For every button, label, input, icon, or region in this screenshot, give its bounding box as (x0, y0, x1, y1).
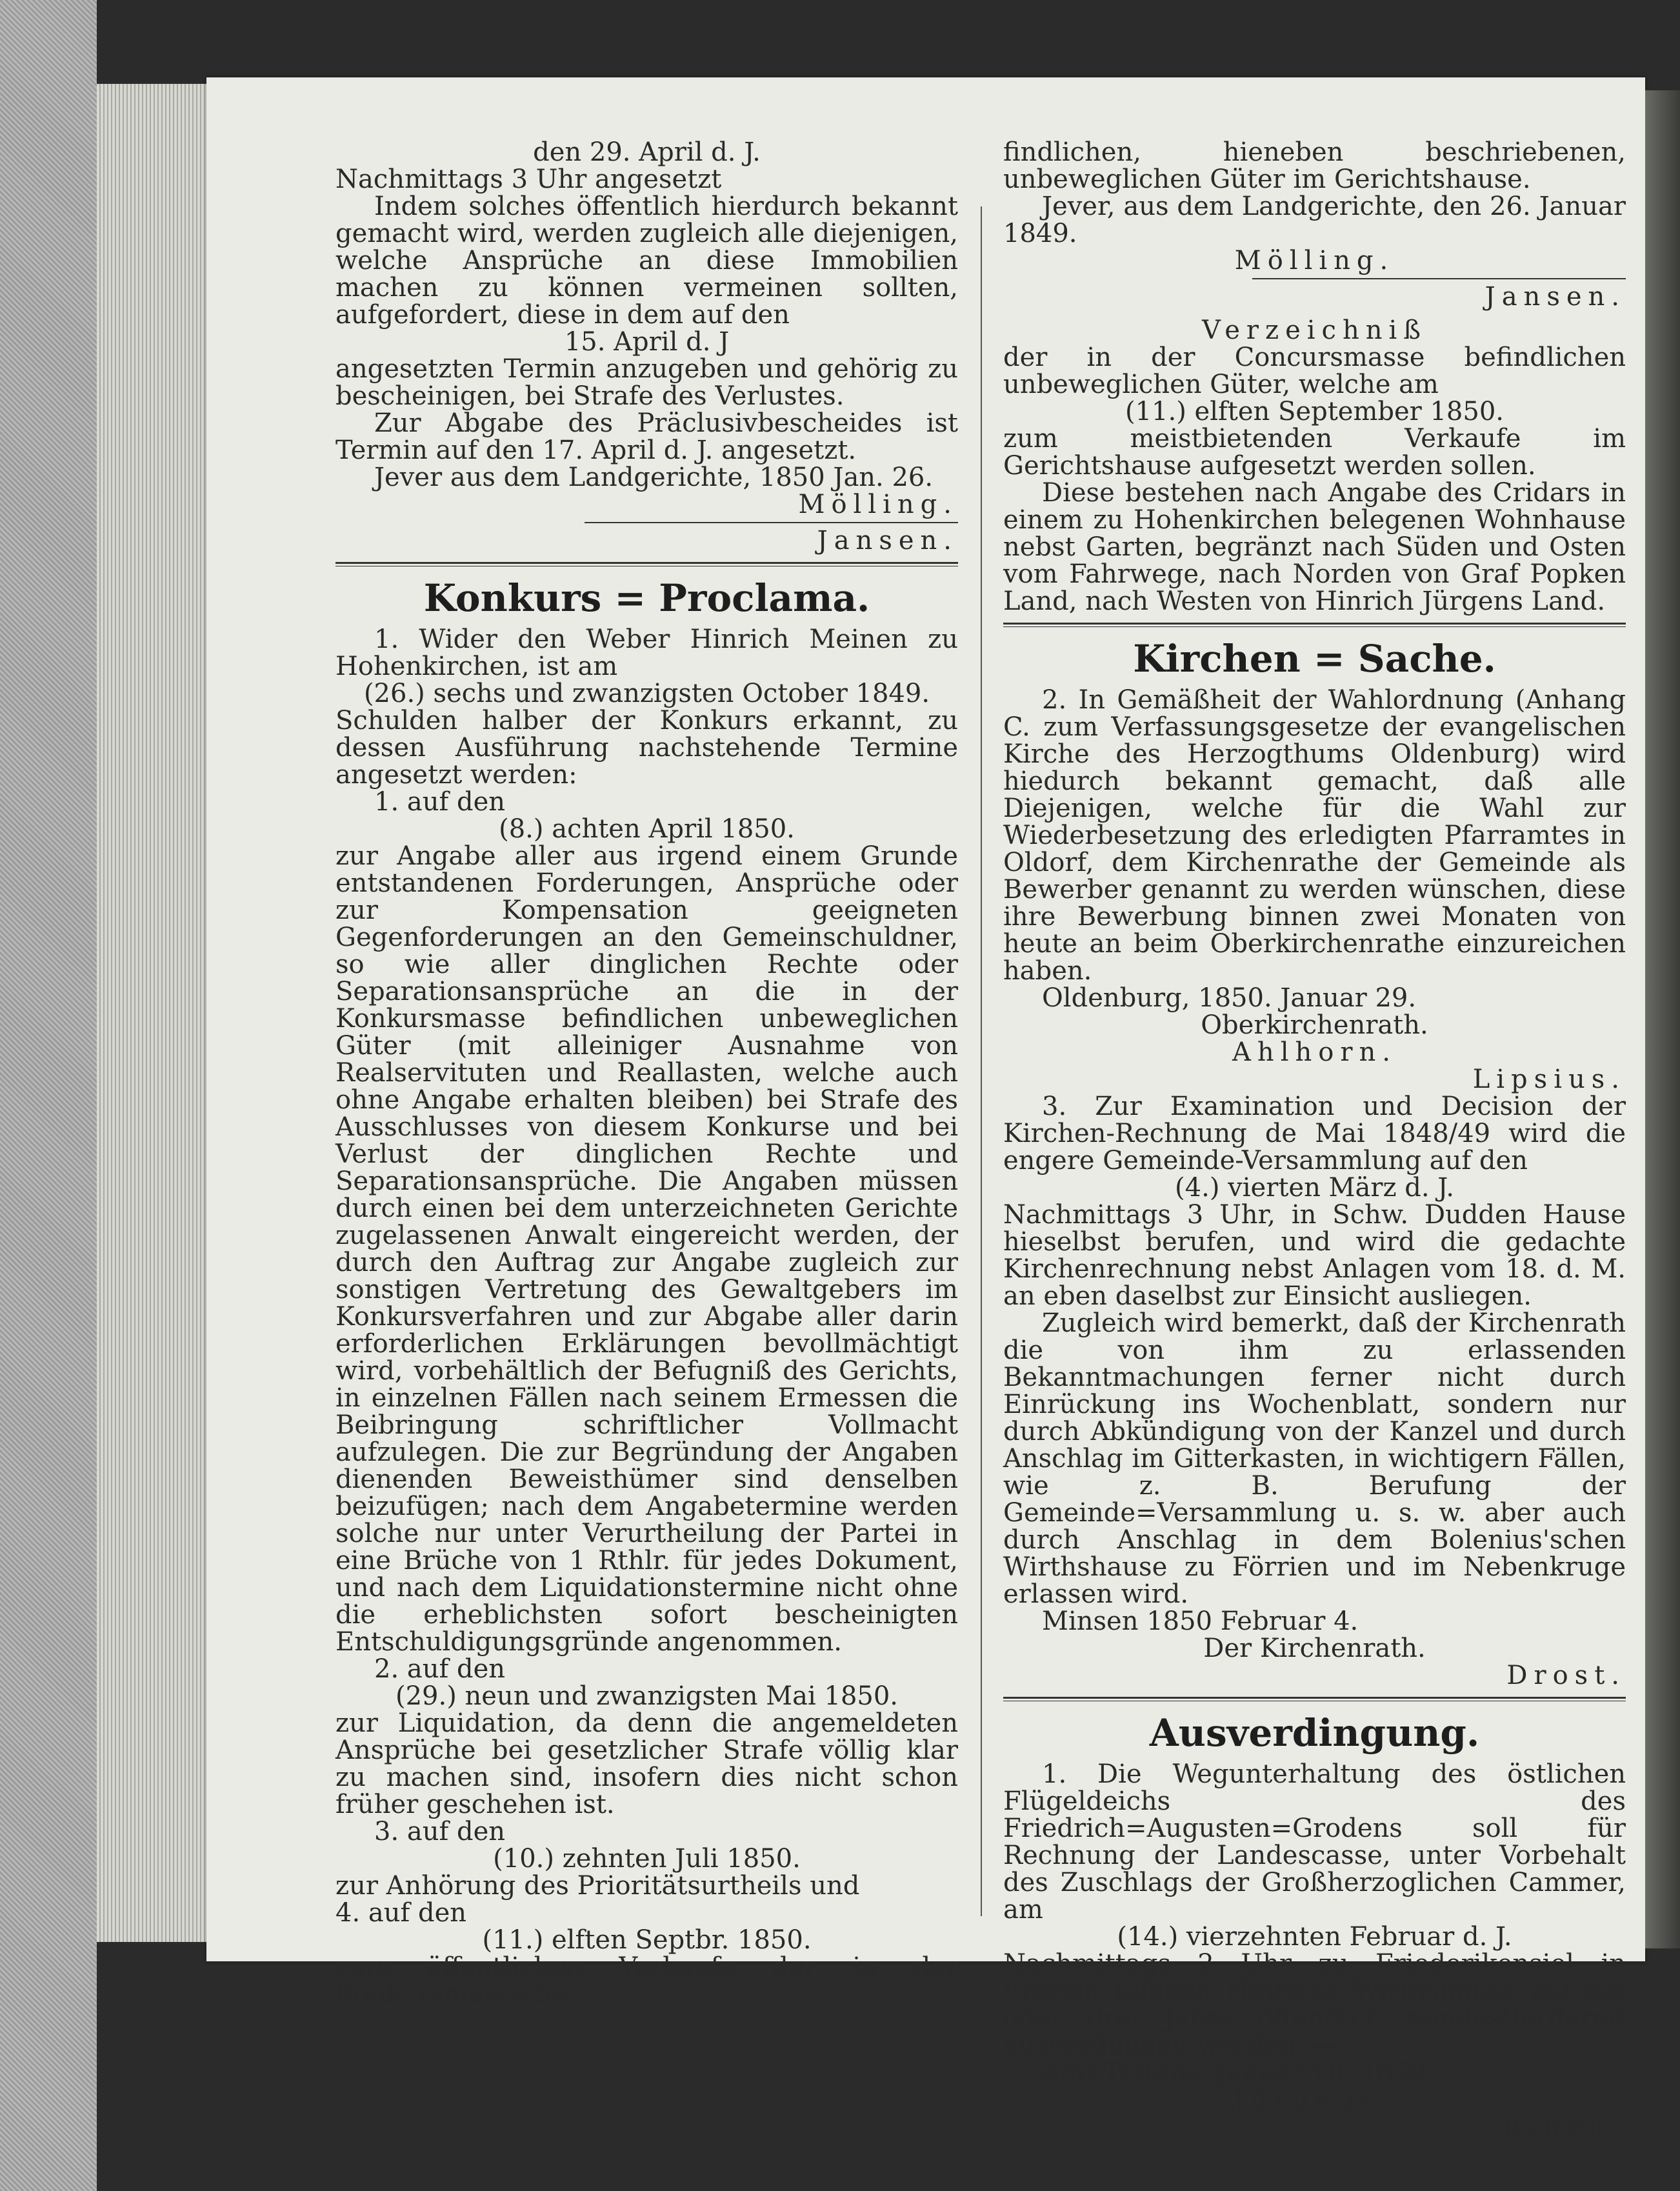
notice-text: Indem solches öffentlich hierdurch bekannt gemacht wird, werden zugleich alle diejenigen, welche Ansprüche an diese Immobilien machen zu können vermeinen sollten, aufgefordert, diese in dem auf den (335, 192, 958, 330)
kirchen-heading: Kirchen = Sache. (1133, 637, 1496, 681)
signature-1: Mölling. (1234, 246, 1395, 275)
notice-term-date: 15. April d. J (564, 327, 730, 357)
konkurs-heading: Konkurs = Proclama. (423, 576, 870, 620)
kirchen-p2-sig2: Lipsius. (1472, 1065, 1626, 1094)
term-1-date: (8.) achten April 1850. (499, 814, 795, 844)
term-2-text: zur Liquidation, da denn die angemeldeten Ansprüche bei gesetzlicher Strafe völlig klar zu machen sind, insofern dies nicht schon früher geschehen ist. (335, 1708, 958, 1819)
signature-rule (585, 522, 958, 523)
term-3-label: 3. auf den (374, 1817, 506, 1846)
kirchen-p2-sig1: Ahlhorn. (1232, 1037, 1397, 1067)
kirchen-p2-org: Oberkirchenrath. (1201, 1010, 1428, 1040)
signature-rule (1252, 278, 1626, 279)
term-4-date: (11.) elften Septbr. 1850. (482, 1925, 812, 1955)
book-binding (0, 0, 97, 2191)
term-4-text: zum öffentlichen Verkaufe der in der Konkursmasse be- (335, 1952, 958, 2009)
kirchen-p2-date: Oldenburg, 1850. Januar 29. (1042, 983, 1417, 1013)
verzeichnis-text: der in der Concursmasse befindlichen unbeweglichen Güter, welche am (1003, 343, 1626, 399)
kirchen-p3: 3. Zur Examination und Decision der Kirchen-Rechnung de Mai 1848/49 wird die engere Gemeinde-Versammlung auf den (1003, 1092, 1626, 1176)
ausverdingung-heading: Ausverdingung. (1149, 1711, 1480, 1755)
ausverdingung-p1: 1. Die Wegunterhaltung des östlichen Flügeldeichs des Friedrich=Augusten=Grodens soll für Rechnung der Landescasse, unter Vorbehalt des Zuschlags der Großherzoglichen Cammer, am (1003, 1759, 1626, 1925)
kirchen-p3-org: Der Kirchenrath. (1203, 1634, 1426, 1663)
verzeichnis-text-3: Diese bestehen nach Angabe des Cridars in einem zu Hohenkirchen belegenen Wohnhause nebst Garten, begränzt nach Süden und Osten vom Fahrwege, nach Norden von Graf Popken Land, nach Westen von Hinrich Jürgens Land. (1003, 478, 1626, 616)
section-divider (335, 562, 958, 566)
term-2-date: (29.) neun und zwanzigsten Mai 1850. (395, 1681, 899, 1711)
notice-place-date: Jever aus dem Landgerichte, 1850 Jan. 26. (374, 463, 934, 492)
ausverdingung-date: (14.) vierzehnten Februar d. J. (1117, 1922, 1512, 1952)
notice-time: Nachmittags 3 Uhr angesetzt (335, 165, 722, 194)
ausverdingung-place: Amt Tettens, Januar 18. 1850. (1042, 2057, 1435, 2087)
kirchen-p2: 2. In Gemäßheit der Wahlordnung (Anhang C. zum Verfassungsgesetze der evangelischen Kirche des Herzogthums Oldenburg) wird hiedurch bekannt gemacht, daß alle Diejenigen, welche für die Wahl zur Wiederbesetzung des erledigten Pfarramtes in Oldorf, dem Kirchenrathe der Gemeinde als Bewerber genannt zu werden wünschen, diese ihre Bewerbung binnen zwei Monaten von heute an beim Oberkirchenrathe einzureichen haben. (1003, 685, 1626, 986)
notice-signature-1: Mölling. (798, 490, 958, 519)
ausverdingung-sig1: Jürgens. (1234, 2085, 1395, 2114)
verzeichnis-text-2: zum meistbietenden Verkaufe im Gerichtshause aufgesetzt werden sollen. (1003, 424, 1626, 481)
ausverdingung-text: Nachmittags 2 Uhr zu Friederikensiel in Frerich Lübben Hinrichs Wirthshause auf ein oder drei Jahre öffentlich mindestfordernd ausverdungen werden. — (1003, 1949, 1626, 2060)
verzeichnis-title: Verzeichniß (1202, 315, 1427, 345)
column-divider (981, 206, 982, 1916)
kirchen-p3-date: (4.) vierten März d. J. (1175, 1173, 1454, 1203)
term-2-label: 2. auf den (374, 1654, 506, 1684)
konkurs-date: (26.) sechs und zwanzigsten October 1849. (363, 679, 930, 708)
term-1-label: 1. auf den (374, 787, 506, 817)
verzeichnis-date: (11.) elften September 1850. (1125, 397, 1504, 426)
konkurs-intro: 1. Wider den Weber Hinrich Meinen zu Hohenkirchen, ist am (335, 625, 958, 681)
left-column (335, 139, 958, 2008)
section-divider (1003, 1697, 1626, 1701)
term-3-date: (10.) zehnten Juli 1850. (493, 1844, 801, 1874)
kirchen-p3-sig: Drost. (1506, 1661, 1626, 1690)
ausverdingung-sig2: Eiben. (1503, 2112, 1626, 2141)
continuation-text: findlichen, hieneben beschriebenen, unbeweglichen Güter im Gerichtshause. (1003, 137, 1626, 194)
konkurs-text: Schulden halber der Konkurs erkannt, zu dessen Ausführung nachstehende Termine angesetzt werden: (335, 706, 958, 790)
notice-text-3: Zur Abgabe des Präclusivbescheides ist Termin auf den 17. April d. J. angesetzt. (335, 408, 958, 465)
notice-date: den 29. April d. J. (533, 137, 761, 167)
book-right-edge (1645, 90, 1680, 1948)
notice-signature-2: Jansen. (817, 526, 958, 555)
kirchen-p3-text2: Zugleich wird bemerkt, daß der Kirchenrath die von ihm zu erlassenden Bekanntmachungen ferner nicht durch Einrückung ins Wochenblatt, sondern nur durch Abkündigung von der Kanzel und durch Anschlag im Gitterkasten, in wichtigern Fällen, wie z. B. Berufung der Gemeinde=Versammlung u. s. w. aber auch durch Anschlag in dem Bolenius'schen Wirthshause zu Förrien und im Nebenkruge erlassen wird. (1003, 1308, 1626, 1609)
term-3-text: zur Anhörung des Prioritätsurtheils und (335, 1871, 860, 1901)
kirchen-p3-place: Minsen 1850 Februar 4. (1042, 1606, 1359, 1636)
right-column (1003, 139, 1626, 2140)
term-4-label: 4. auf den (335, 1898, 467, 1928)
section-divider (1003, 623, 1626, 627)
notice-text-2: angesetzten Termin anzugeben und gehörig zu bescheinigen, bei Strafe des Verlustes. (335, 354, 958, 411)
place-date: Jever, aus dem Landgerichte, den 26. Januar 1849. (1003, 192, 1626, 248)
term-1-text: zur Angabe aller aus irgend einem Grunde entstandenen Forderungen, Ansprüche oder zur Kompensation geeigneten Gegenforderungen an den Gemeinschuldner, so wie aller dinglichen Rechte oder Separationsansprüche an die in der Konkursmasse befindlichen unbeweglichen Güter (mit alleiniger Ausnahme von Realservituten und Reallasten, welche auch ohne Angabe erhalten bleiben) bei Strafe des Ausschlusses von diesem Konkurse und bei Verlust der dinglichen Rechte und Separationsansprüche. Die Angaben müssen durch einen bei dem unterzeichneten Gerichte zugelassenen Anwalt eingereicht werden, der durch den Auftrag zur Angabe zugleich zur sonstigen Vertretung des Gewaltgebers im Konkursverfahren und zur Abgabe aller darin erforderlichen Erklärungen bevollmächtigt wird, vorbehältlich der Befugniß des Gerichts, in einzelnen Fällen nach seinem Ermessen die Beibringung schriftlicher Vollmacht aufzulegen. Die zur Begründung der Angaben dienenden Beweisthümer sind denselben beizufügen; nach dem Angabetermine werden solche nur unter Verurtheilung der Partei in eine Brüche von 1 Rthlr. für jedes Dokument, und nach dem Liquidationstermine nicht ohne die erheblichsten sofort bescheinigten Entschuldigungsgründe angenommen. (335, 841, 958, 1657)
signature-2: Jansen. (1485, 282, 1626, 312)
kirchen-p3-text: Nachmittags 3 Uhr, in Schw. Dudden Hause hieselbst berufen, und wird die gedachte Kirchenrechnung nebst Anlagen vom 18. d. M. an eben daselbst zur Einsicht ausliegen. (1003, 1200, 1626, 1311)
